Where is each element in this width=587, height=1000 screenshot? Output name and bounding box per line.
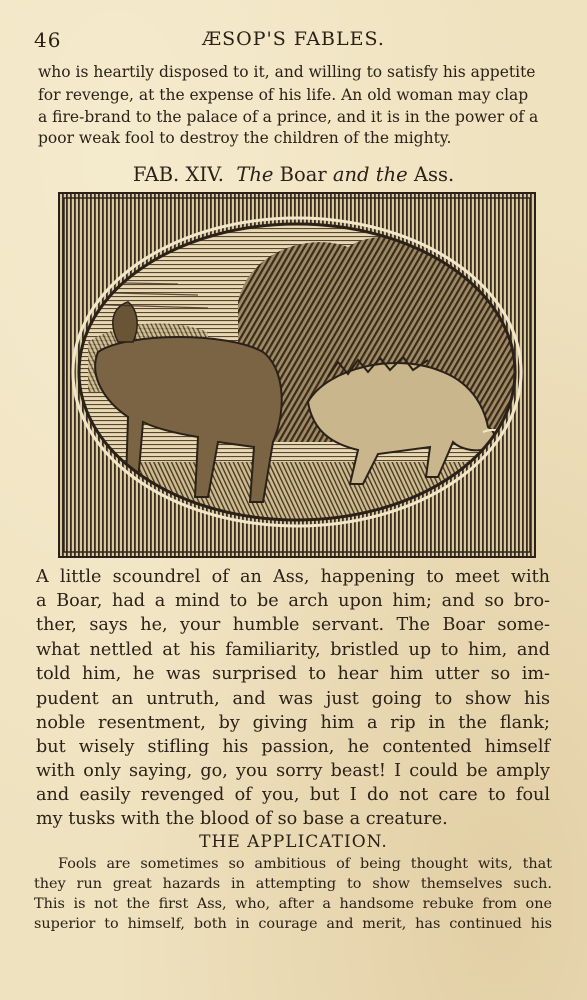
fable-title-ass: Ass. — [413, 163, 455, 186]
body-line-7: noble resentment, by giving him a rip in the flank; — [36, 713, 550, 733]
fable-title-boar: Boar — [279, 163, 327, 186]
intro-line-4: poor weak fool to destroy the children of the mighty. — [38, 129, 452, 147]
body-line-11: my tusks with the blood of so base a creature. — [36, 809, 448, 829]
fable-title-and-the: and the — [332, 163, 408, 186]
application-line-2: they run great hazards in attempting to show themselves such. — [34, 876, 552, 892]
intro-line-2: for revenge, at the expense of his life. An old woman may clap — [38, 86, 529, 104]
fable-title — [0, 163, 587, 186]
fable-number: FAB. XIV. — [132, 163, 224, 186]
body-line-4: what nettled at his familiarity, bristled up to him, and — [36, 640, 550, 660]
intro-line-1: who is heartily disposed to it, and willing to satisfy his appetite — [38, 63, 536, 81]
fable-title-the: The — [236, 163, 274, 186]
body-line-10: and easily revenged of you, but I do not care to foul — [36, 785, 550, 805]
application-heading: THE APPLICATION. — [199, 832, 388, 852]
woodcut-illustration — [58, 192, 536, 558]
page-header — [0, 28, 587, 52]
body-line-6: pudent an untruth, and was just going to show his — [36, 689, 550, 709]
page-number: 46 — [34, 28, 62, 52]
body-line-3: ther, says he, your humble servant. The Boar some- — [36, 615, 550, 635]
body-line-8: but wisely stifling his passion, he contented himself — [36, 737, 550, 757]
application-line-4: superior to himself, both in courage and merit, has continued his — [34, 916, 552, 932]
body-line-2: a Boar, had a mind to be arch upon him; and so bro- — [36, 591, 550, 611]
running-title: ÆSOP'S FABLES. — [202, 28, 385, 50]
application-line-3: This is not the first Ass, who, after a handsome rebuke from one — [34, 896, 552, 912]
body-line-1: A little scoundrel of an Ass, happening to meet with — [36, 567, 550, 587]
body-line-9: with only saying, go, you sorry beast! I could be amply — [36, 761, 550, 781]
body-line-5: told him, he was surprised to hear him utter so im- — [36, 664, 550, 684]
application-line-1: Fools are sometimes so ambitious of being thought wits, that — [58, 856, 552, 872]
intro-line-3: a fire-brand to the palace of a prince, and it is in the power of a — [38, 108, 539, 126]
